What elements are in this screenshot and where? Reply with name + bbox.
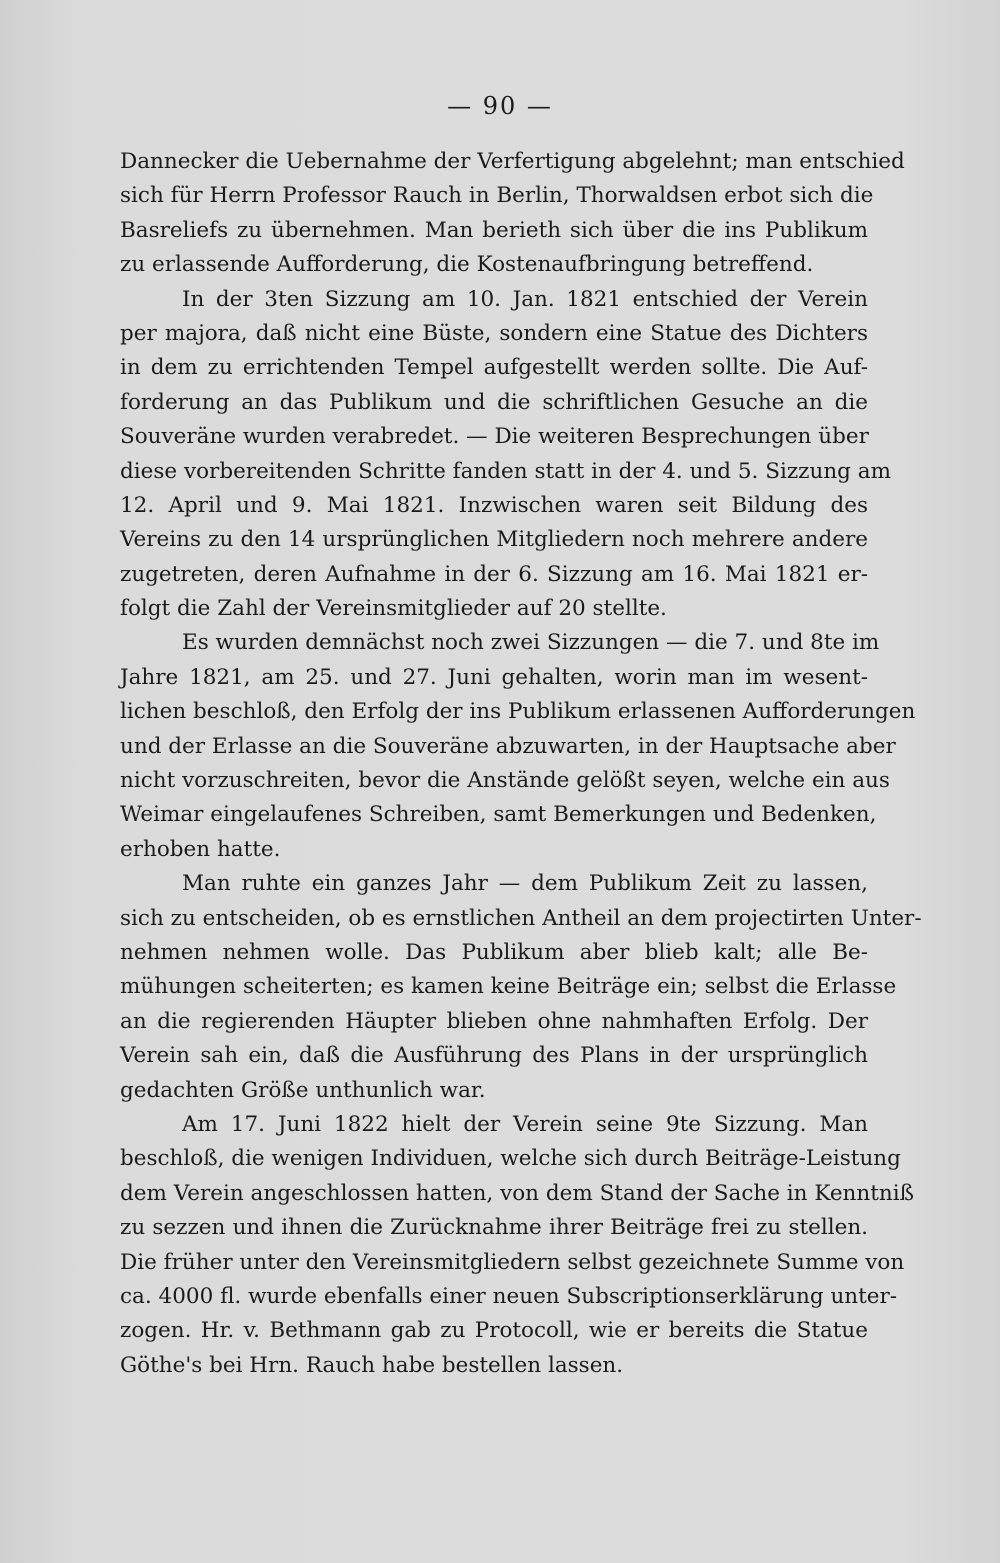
text-line: zugetreten, deren Aufnahme in der 6. Sizzung am 16. Mai 1821 er- [120,561,868,587]
text-line: Vereins zu den 14 ursprünglichen Mitgliedern noch mehrere andere [120,527,868,553]
text-line: sich zu entscheiden, ob es ernstlichen Antheil an dem projectirten Unter- [120,905,922,931]
text-line: Weimar eingelaufenes Schreiben, samt Bemerkungen und Bedenken, [120,802,877,828]
paragraph [120,626,916,867]
page-number: — 90 — [447,92,553,120]
text-line: Göthe's bei Hrn. Rauch habe bestellen lassen. [120,1352,624,1378]
text-line: Jahre 1821, am 25. und 27. Juni gehalten, worin man im wesent- [120,664,868,690]
text-line: Souveräne wurden verabredet. — Die weiteren Besprechungen über [120,424,869,450]
text-line: 12. April und 9. Mai 1821. Inzwischen waren seit Bildung des [120,492,868,518]
text-line: gedachten Größe unthunlich war. [120,1077,486,1103]
text-line: ca. 4000 fl. wurde ebenfalls einer neuen Subscriptionserklärung unter- [120,1283,898,1309]
paragraph [120,867,922,1108]
text-line: Es wurden demnächst noch zwei Sizzungen — die 7. und 8te im [182,630,880,656]
text-line: lichen beschloß, den Erfolg der ins Publikum erlassenen Aufforderungen [120,699,916,725]
text-line: Verein sah ein, daß die Ausführung des Plans in der ursprünglich [120,1043,868,1069]
text-line: zu erlassende Aufforderung, die Kostenaufbringung betreffend. [120,252,814,278]
text-line: und der Erlasse an die Souveräne abzuwarten, in der Hauptsache aber [120,733,896,759]
text-line: nicht vorzuschreiten, bevor die Anstände gelößt seyen, welche ein aus [120,768,890,794]
text-line: nehmen nehmen wolle. Das Publikum aber blieb kalt; alle Be- [120,939,868,965]
paragraph [120,145,905,283]
text-line: forderung an das Publikum und die schriftlichen Gesuche an die [120,389,868,415]
text-line: Basreliefs zu übernehmen. Man berieth sich über die ins Publikum [120,217,868,243]
text-line: zogen. Hr. v. Bethmann gab zu Protocoll, wie er bereits die Statue [120,1318,868,1344]
text-line: In der 3ten Sizzung am 10. Jan. 1821 entschied der Verein [182,286,868,312]
text-line: dem Verein angeschlossen hatten, von dem Stand der Sache in Kenntniß [120,1180,914,1206]
text-line: an die regierenden Häupter blieben ohne nahmhaften Erfolg. Der [120,1008,868,1034]
text-line: Am 17. Juni 1822 hielt der Verein seine 9te Sizzung. Man [182,1111,868,1137]
text-line: Die früher unter den Vereinsmitgliedern selbst gezeichnete Summe von [120,1249,905,1275]
text-line: in dem zu errichtenden Tempel aufgestellt werden sollte. Die Auf- [120,355,868,381]
text-line: diese vorbereitenden Schritte fanden statt in der 4. und 5. Sizzung am [120,458,891,484]
body-text [120,145,922,1383]
text-line: Man ruhte ein ganzes Jahr — dem Publikum Zeit zu lassen, [182,871,868,897]
text-line: erhoben hatte. [120,836,281,862]
text-line: Dannecker die Uebernahme der Verfertigung abgelehnt; man entschied [120,149,905,174]
paragraph [120,1108,914,1383]
text-line: folgt die Zahl der Vereinsmitglieder auf 20 stellte. [120,596,667,622]
text-line: zu sezzen und ihnen die Zurücknahme ihrer Beiträge frei zu stellen. [120,1215,868,1241]
text-line: mühungen scheiterten; es kamen keine Beiträge ein; selbst die Erlasse [120,974,897,1000]
text-line: beschloß, die wenigen Individuen, welche sich durch Beiträge-Leistung [120,1146,901,1172]
text-line: sich für Herrn Professor Rauch in Berlin, Thorwaldsen erbot sich die [120,183,874,209]
text-line: per majora, daß nicht eine Büste, sondern eine Statue des Dichters [120,320,868,346]
paragraph [120,283,891,627]
